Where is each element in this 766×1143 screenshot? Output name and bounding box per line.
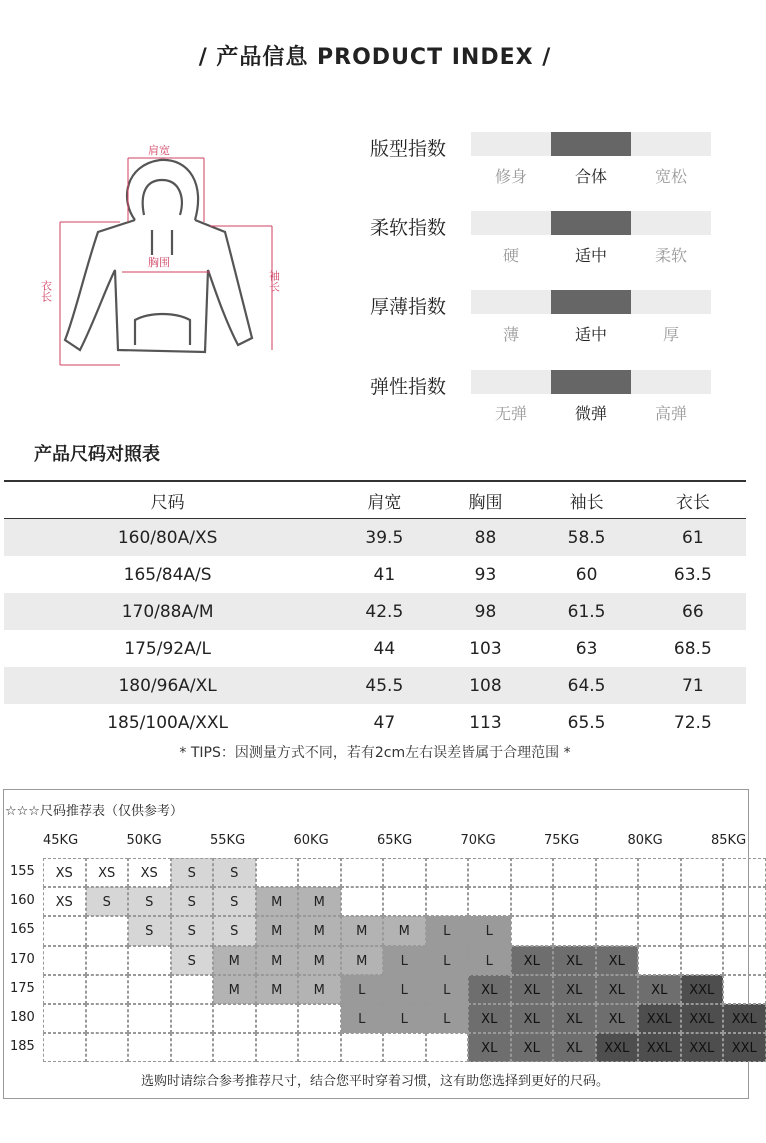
grid-cell (128, 1033, 171, 1062)
grid-cell (43, 975, 86, 1004)
grid-cell: S (171, 916, 214, 945)
cell: 93 (474, 564, 497, 585)
cell: 64.5 (533, 667, 639, 704)
grid-cell (341, 887, 384, 916)
grid-cell (511, 887, 554, 916)
grid-cell (596, 858, 639, 887)
grid-cell: S (213, 887, 256, 916)
cell: 71 (640, 667, 746, 704)
grid-cell: M (298, 916, 341, 945)
grid-cell: XXL (723, 1033, 766, 1062)
grid-cell: L (383, 946, 426, 975)
index-option: 硬 (502, 246, 519, 265)
grid-cell: M (256, 887, 299, 916)
grid-cell (383, 858, 426, 887)
grid-cell: L (468, 916, 511, 945)
grid-cell (171, 1004, 214, 1033)
grid-cell (86, 975, 129, 1004)
grid-cell: XL (596, 946, 639, 975)
index-option: 无弹 (494, 404, 527, 423)
weight-label: 45KG (43, 833, 79, 848)
grid-cell (638, 946, 681, 975)
weight-label: 65KG (377, 833, 413, 848)
grid-cell: L (426, 946, 469, 975)
grid-cell: XL (638, 975, 681, 1004)
index-label: 柔软指数 (370, 217, 447, 239)
cell: 160/80A/XS (4, 519, 331, 557)
weight-label: 60KG (293, 833, 329, 848)
grid-cell (468, 887, 511, 916)
cell: 61.5 (533, 593, 639, 630)
grid-cell: L (468, 946, 511, 975)
grid-cell (723, 858, 766, 887)
grid-cell (171, 975, 214, 1004)
cell: 98 (437, 593, 533, 630)
grid-cell (638, 887, 681, 916)
grid-cell (128, 975, 171, 1004)
index-options (471, 401, 711, 424)
grid-cell: XL (511, 946, 554, 975)
grid-cell: XXL (681, 975, 724, 1004)
index-option-selected: 适中 (574, 325, 607, 344)
table-row (4, 519, 746, 557)
grid-cell: L (341, 975, 384, 1004)
grid-cell: L (426, 916, 469, 945)
grid-cell (723, 916, 766, 945)
grid-cell: XL (553, 1033, 596, 1062)
grid-cell: XS (43, 858, 86, 887)
grid-cell (341, 858, 384, 887)
grid-cell (468, 858, 511, 887)
grid-cell (383, 887, 426, 916)
recommend-title: ☆☆☆尺码推荐表（仅供参考） (5, 804, 183, 819)
grid-cell: S (128, 916, 171, 945)
grid-cell: XL (468, 1033, 511, 1062)
grid-cell (86, 1004, 129, 1033)
index-option: 高弹 (654, 404, 687, 423)
grid-cell: M (256, 975, 299, 1004)
grid-cell: S (213, 916, 256, 945)
grid-cell: XL (511, 1033, 554, 1062)
grid-cell (43, 1004, 86, 1033)
cell: 63 (575, 638, 598, 659)
grid-cell: XS (86, 858, 129, 887)
grid-cell: M (341, 916, 384, 945)
tips-text: * TIPS：因测量方式不同，若有2cm左右误差皆属于合理范围 * (179, 745, 571, 761)
index-option: 厚 (662, 325, 679, 344)
grid-cell (681, 916, 724, 945)
grid-cell: XS (128, 858, 171, 887)
index-bar (471, 290, 711, 314)
grid-cell: M (341, 946, 384, 975)
grid-cell (298, 858, 341, 887)
cell: 88 (437, 519, 533, 557)
grid-cell: XL (553, 975, 596, 1004)
grid-cell: S (171, 858, 214, 887)
grid-cell: S (128, 887, 171, 916)
shoulder-label: 肩宽 (148, 144, 170, 157)
index-options (471, 243, 711, 266)
table-row (4, 704, 746, 741)
cell: 103 (469, 638, 502, 659)
cell: 45.5 (331, 667, 437, 704)
weight-label: 75KG (544, 833, 580, 848)
grid-cell: M (383, 916, 426, 945)
cell: 108 (437, 667, 533, 704)
index-options (471, 322, 711, 345)
height-label: 160 (10, 893, 35, 909)
grid-cell (213, 1004, 256, 1033)
index-label: 弹性指数 (370, 376, 447, 398)
grid-cell: XS (43, 887, 86, 916)
grid-cell: XL (468, 1004, 511, 1033)
weight-label: 80KG (627, 833, 663, 848)
height-label: 170 (10, 951, 35, 967)
grid-cell (681, 858, 724, 887)
cell: 44 (373, 638, 396, 659)
grid-cell: L (383, 1004, 426, 1033)
index-option-selected: 适中 (574, 246, 607, 265)
index-bar (471, 211, 711, 235)
sleeve-label: 袖长 (267, 270, 281, 292)
cell: 65.5 (567, 712, 606, 733)
grid-cell (298, 1004, 341, 1033)
grid-cell (638, 916, 681, 945)
chest-label: 胸围 (148, 256, 170, 269)
col-header: 肩宽 (331, 481, 437, 519)
grid-cell: M (256, 946, 299, 975)
grid-cell: S (86, 887, 129, 916)
grid-cell (426, 1033, 469, 1062)
weight-label: 55KG (210, 833, 246, 848)
grid-cell (511, 858, 554, 887)
grid-cell (681, 946, 724, 975)
grid-cell (256, 858, 299, 887)
cell: 60 (575, 564, 598, 585)
grid-cell (213, 1033, 256, 1062)
grid-cell (383, 1033, 426, 1062)
recommend-footer: 选购时请综合参考推荐尺寸，结合您平时穿着习惯，这有助您选择到更好的尺码。 (140, 1074, 609, 1089)
height-label: 180 (10, 1010, 35, 1025)
grid-cell: L (426, 975, 469, 1004)
grid-cell: XXL (681, 1004, 724, 1033)
grid-cell (553, 887, 596, 916)
cell: 58.5 (533, 519, 639, 557)
grid-cell: XXL (638, 1033, 681, 1062)
grid-cell: L (341, 1004, 384, 1033)
col-header: 衣长 (640, 481, 746, 519)
grid-cell (256, 1033, 299, 1062)
table-row (4, 556, 746, 593)
cell: 66 (640, 593, 746, 630)
height-label: 185 (10, 1039, 35, 1055)
grid-cell: XXL (681, 1033, 724, 1062)
grid-cell: XL (511, 1004, 554, 1033)
height-label: 155 (10, 864, 35, 879)
col-header: 胸围 (437, 481, 533, 519)
grid-cell (426, 858, 469, 887)
grid-cell (426, 887, 469, 916)
grid-cell (43, 916, 86, 945)
table-row (4, 630, 746, 667)
grid-cell (341, 1033, 384, 1062)
col-header: 袖长 (533, 481, 639, 519)
grid-cell: S (171, 887, 214, 916)
grid-cell: M (256, 916, 299, 945)
grid-cell (723, 946, 766, 975)
grid-cell (723, 975, 766, 1004)
grid-cell: M (298, 887, 341, 916)
grid-cell: XL (511, 975, 554, 1004)
index-label: 厚薄指数 (370, 296, 447, 318)
cell: 170/88A/M (4, 593, 331, 630)
grid-cell (553, 916, 596, 945)
table-row (4, 667, 746, 704)
height-label: 165 (10, 922, 35, 938)
hoodie-diagram (40, 140, 290, 380)
grid-cell (638, 858, 681, 887)
grid-cell (43, 1033, 86, 1062)
cell: 61 (640, 519, 746, 557)
cell: 165/84A/S (123, 564, 212, 585)
weight-label: 50KG (126, 833, 162, 848)
table-row (4, 593, 746, 630)
index-options (471, 164, 711, 187)
index-bar (471, 370, 711, 394)
grid-cell: XL (553, 946, 596, 975)
grid-cell: L (383, 975, 426, 1004)
cell: 47 (373, 712, 396, 733)
grid-cell: M (298, 946, 341, 975)
grid-cell: S (213, 858, 256, 887)
grid-cell (86, 916, 129, 945)
grid-cell: XL (596, 975, 639, 1004)
size-table-title: 产品尺码对照表 (34, 444, 160, 465)
grid-cell: S (171, 946, 214, 975)
cell: 180/96A/XL (4, 667, 331, 704)
cell: 72.5 (673, 712, 712, 733)
index-option: 柔软 (654, 246, 687, 265)
grid-cell (86, 1033, 129, 1062)
grid-cell (511, 916, 554, 945)
grid-cell: M (298, 975, 341, 1004)
cell: 175/92A/L (124, 638, 211, 659)
grid-cell (723, 887, 766, 916)
col-header: 尺码 (4, 481, 331, 519)
grid-cell (128, 946, 171, 975)
grid-cell (171, 1033, 214, 1062)
cell: 185/100A/XXL (107, 712, 228, 733)
index-option-selected: 微弹 (574, 404, 607, 423)
grid-cell (256, 1004, 299, 1033)
cell: 113 (469, 712, 502, 733)
grid-cell: XXL (596, 1033, 639, 1062)
grid-cell: XXL (723, 1004, 766, 1033)
grid-cell (681, 887, 724, 916)
grid-cell: M (213, 975, 256, 1004)
grid-cell: XL (553, 1004, 596, 1033)
grid-cell: XXL (638, 1004, 681, 1033)
cell: 41 (373, 564, 396, 585)
length-label: 衣长 (39, 280, 53, 302)
grid-cell (553, 858, 596, 887)
cell: 39.5 (331, 519, 437, 557)
cell: 68.5 (673, 638, 712, 659)
index-bar (471, 132, 711, 156)
grid-cell (43, 946, 86, 975)
size-table (4, 480, 746, 741)
grid-cell (86, 946, 129, 975)
index-option-selected: 合体 (574, 167, 607, 186)
grid-cell: M (213, 946, 256, 975)
grid-cell: L (426, 1004, 469, 1033)
index-option: 修身 (494, 167, 527, 186)
cell: 42.5 (331, 593, 437, 630)
page-title: / 产品信息 PRODUCT INDEX / (198, 45, 552, 70)
grid-cell (128, 1004, 171, 1033)
grid-cell (298, 1033, 341, 1062)
grid-cell (596, 887, 639, 916)
grid-cell: XL (596, 1004, 639, 1033)
index-option: 宽松 (654, 167, 687, 186)
index-label: 版型指数 (370, 138, 447, 160)
index-option: 薄 (502, 325, 519, 344)
weight-label: 70KG (460, 833, 496, 848)
grid-cell: XL (468, 975, 511, 1004)
cell: 63.5 (673, 564, 712, 585)
grid-cell (596, 916, 639, 945)
weight-label: 85KG (711, 833, 747, 848)
height-label: 175 (10, 980, 35, 996)
